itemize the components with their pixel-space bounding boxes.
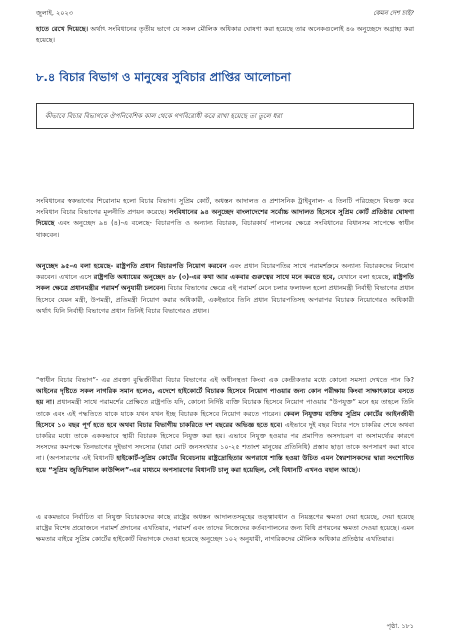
paragraph-4-bold-3: হাইকোর্ট-সুপ্রিম কোর্টের বিবেচনায় রাষ্ট্রদ্রোহিতার অপরাধে শাস্তি হওয়া উচিত এমন স্বৈরশাসকদের দ্বারা সংশোধিত হয়ে “সুপ্রিম জুডিশিয়াল কাউন্সিল”-এর মাধ্যমে অপসারণের বিধানটি চালু করা হয়েছিল, সেই বিধানটি এখনও বহাল আছে — [36, 454, 414, 474]
paragraph-2-text-2: এবং অনুচ্ছেদ ৯৪ (৪)-এ বলেছে- বিচারপতি ও অন্যান্য বিচারক, বিচারকার্য পালনের ক্ষেত্রে সংবিধানের বিধানসম সাপেক্ষে স্বাধীন থাকবেন। — [36, 219, 414, 239]
paragraph-3-bold-1: অনুচ্ছেদ ৯৫-এ বলা হয়েছে- রাষ্ট্রপতি প্রধান বিচারপতি নিয়োগ করবেন — [36, 262, 227, 270]
paragraph-5 — [36, 512, 414, 546]
section-title: ৮.৪ বিচার বিভাগ ও মানুষের সুবিচার প্রাপ্তির আলোচনা — [36, 70, 291, 84]
paragraph-4-bold-1: আইনের দৃষ্টিতে সকল নাগরিক সমান হলেও, এদেশে হাইকোর্টে বিচারক হিসেবে নিয়োগ পাওয়ার জন্য কোন পরীক্ষায় কিংবা সাক্ষাৎকারে বসতে হয় না। — [36, 387, 414, 407]
paragraph-3 — [36, 261, 414, 317]
page-number: পৃষ্ঠা. ১৮১ — [386, 622, 414, 630]
page-header — [36, 8, 414, 20]
paragraph-4-text-1: “স্বাধীন বিচার বিভাগ”- এর প্রবক্তা বুদ্ধিজীবীরা বিচার বিভাগের এই অধীনস্থতা কিংবা এক কেন্দ্রীকতার মধ্যে কোনো সমস্যা দেখতে পান কি? — [36, 376, 414, 384]
paragraph-3-text-1: এবং প্রধান বিচারপতির সাথে পরামর্শক্রমে অন্যান্য বিচারকদের নিয়োগ করবেন। এখানে এসে — [36, 262, 414, 282]
paragraph-2-text-1: সংবিধানের স্বকভাগের শিরোনাম হলো বিচার বিভাগ। সুপ্রিম কোর্ট, অধস্তন আদালত ও প্রশাসনিক ট্রাইবুনাল- এ তিনটি পরিচ্ছেদে বিভক্ত করে সংবিধান বিচার বিভাগের মূলনীতি প্রণয়ন করেছে। — [36, 197, 414, 217]
paragraph-2 — [36, 196, 414, 241]
header-publication-title: কেমন দেশ চাই? — [373, 9, 414, 17]
paragraph-4-bold-2: কেবল নিযুক্তয় ব্যক্তির সুপ্রিম কোর্টের আইনজীবী হিসেবে ১০ বছর পূর্ণ হতে হবে অথবা বিচার বিভাগীয় চাকরিতে দশ বছরের অভিজ্ঞ হতে হবে। — [36, 409, 414, 429]
paragraph-3-bold-3: রাষ্ট্রপতি সকল ক্ষেত্রে প্রধানমন্ত্রীর পরামর্শ অনুযায়ী চলবেন। — [36, 273, 414, 293]
callout-box — [36, 103, 414, 129]
paragraph-1-bold: হাতে রেখে দিয়েছে। — [36, 25, 89, 33]
paragraph-3-text-3: বিচার বিভাগের ক্ষেত্রে এই পরামর্শ মেনে চলার ফলাফল হলো প্রধানমন্ত্রী নির্বাহী বিভাগের প্রধান হিসেবে যেমন মন্ত্রী, উপমন্ত্রী, প্রতিমন্ত্রী নিয়োগ করার অধিকারী, একইভাবে তিনি প্রধান বিচারপতিসহ অপরাপর বিচারক নিয়োগেরও অধিকারী অর্থাৎ যিনি নির্বাহী বিভাগের প্রধান তিনিই বিচার বিভাগেরও প্রধান। — [36, 284, 414, 315]
paragraph-1 — [36, 24, 414, 46]
paragraph-4 — [36, 375, 414, 476]
paragraph-2-bold-1: সংবিধানের ৯৪ অনুচ্ছেদ বাংলাদেশের সর্বোচ্চ আদালত হিসেবে সুপ্রিম কোর্ট প্রতিষ্ঠার ঘোষণা দিয়েছে — [36, 208, 414, 228]
paragraph-3-text-2: যেখানে বলা হয়েছে, — [335, 273, 393, 282]
callout-text: কীভাবে বিচার বিভাগকে ঔপনিবেশিক কাল থেকে গণবিরোধী করে রাখা হয়েছে তা তুলে ধরা — [45, 112, 283, 120]
paragraph-5-text: এ রকমভাবে নির্বাচিত বা নিযুক্ত বিচারকদের কাছে রাষ্ট্রের অধস্তন আদালতসমূহের তত্ত্বাবধান ও নিয়ন্ত্রণের ক্ষমতা দেয়া হয়েছে, দেয়া হয়েছে রাষ্ট্রের বিশেষ প্রয়োজনে পরামর্শ প্রদানের এখতিয়ার, পরামর্শ এবং তাদের নিজেদের কর্তব্যপালনের জন্য বিধি প্রণয়নের ক্ষমতা দেওয়া হয়েছে। এমন ক্ষমতার বাইরে সুপ্রিম কোর্টের হাইকোর্ট বিভাগকে দেওয়া হয়েছে অনুচ্ছেদ ১০২ অনুযায়ী, নাগরিকদের মৌলিক অধিকার প্রতিষ্ঠার এখতিয়ার। — [36, 513, 414, 544]
paragraph-4-text-3: এইভাবে দুই বছর বিচার পদে চাকরির শেষে অথবা চাকরির মধ্যে তাকে এককভাবে স্থায়ী বিচারক হিসেবে নিযুক্ত করা হয়। এভাবে নিযুক্ত হওয়ার পর প্রমাণিত অসদাচরণ বা অসামর্থ্যের কারণে সংসদের কমপক্ষে তিনভাগের দুইভাগ সদস্যের (যারা মোট জনসংখ্যার ১০-২৫ শতাংশ মানুষের প্রতিনিধি) প্রস্তাব ছাড়া তাকে অপসারণ করা যাবে না। (অপসারণের এই বিধানটি — [36, 420, 415, 463]
paragraph-3-bold-2: রাষ্ট্রপতি অধ্যায়ের অনুচ্ছেদ ৪৮ (৩)-এর কথা আর একবার গুরুত্বের সাথে মনে করতে হবে, — [93, 273, 336, 282]
header-date: জুলাই, ২০২৩ — [36, 9, 73, 17]
paragraph-1-text: অর্থাৎ সংবিধানের তৃতীয় ভাগে যে সকল মৌলিক অধিকার ঘোষণা করা হয়েছে তার অনেকগুলোই ৪৬ অনুচ্ছেদে অগ্রাহ্য করা হয়েছে। — [36, 25, 415, 45]
paragraph-4-text-4: )। — [355, 465, 361, 474]
paragraph-4-text-2: প্রধানমন্ত্রী সাথে পরামর্শের প্রেক্ষিতে রাষ্ট্রপতি যদি, কোনো নির্দিষ্ট ব্যক্তি বিচারক হিসেবে নিয়োগ পাওয়ার “উপযুক্ত” মনে হয় তাহলে তিনি তাকে এবং এই পদ্ধতিতে যাকে যাকে যখন যখন ইচ্ছ বিচারক হিসেবে নিয়োগ করতে পারেন। — [36, 398, 414, 418]
